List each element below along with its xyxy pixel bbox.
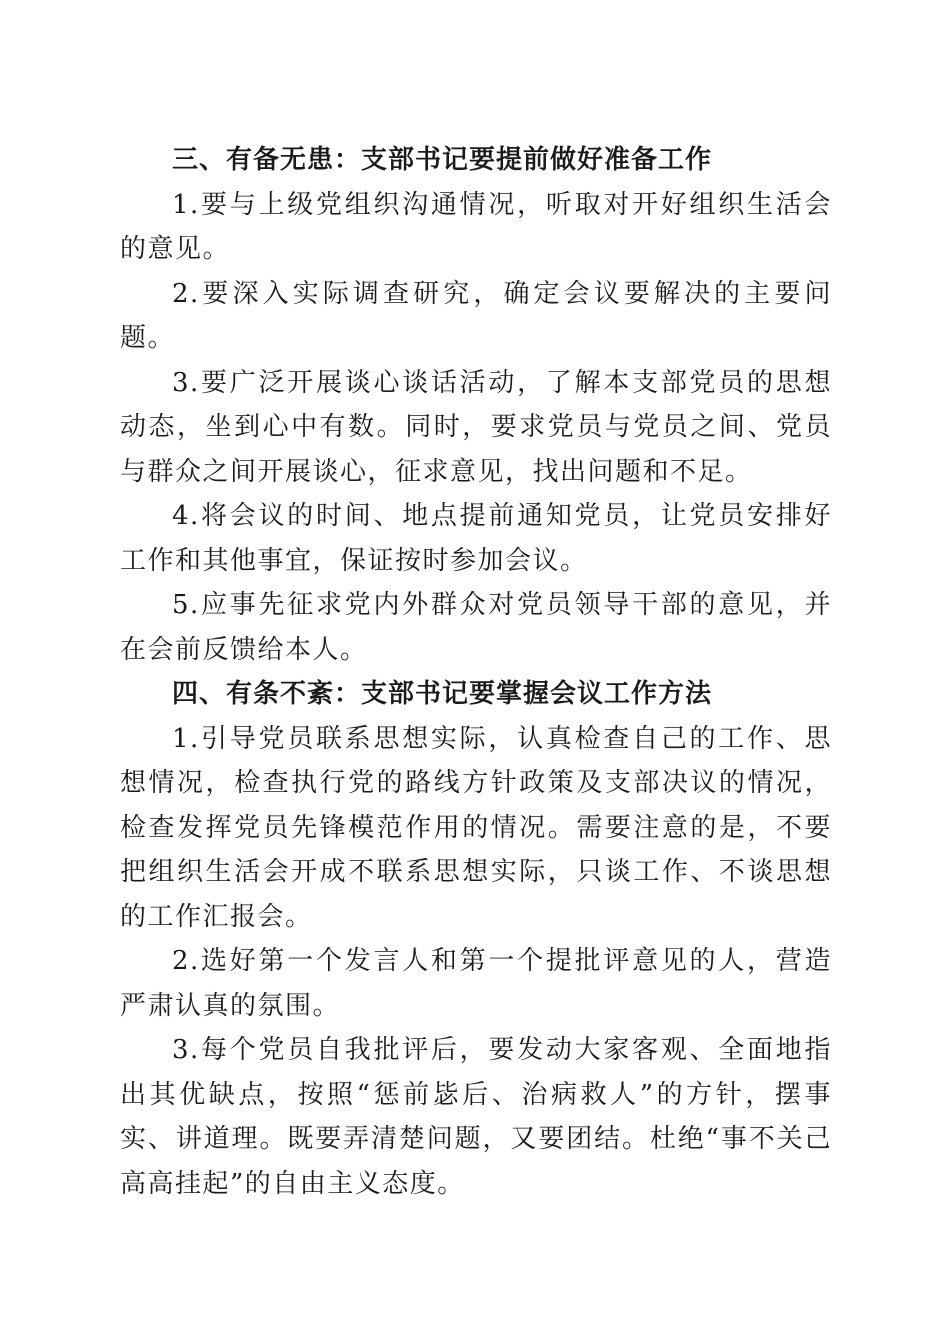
section-3-item-3: 3.要广泛开展谈心谈话活动，了解本支部党员的思想动态，坐到心中有数。同时，要求党员与党员之间、党员与群众之间开展谈心，征求意见，找出问题和不足。	[120, 367, 832, 487]
section-3-item-1: 1.要与上级党组织沟通情况，听取对开好组织生活会的意见。	[120, 189, 832, 264]
section-3-heading: 三、有备无患：支部书记要提前做好准备工作	[172, 145, 713, 175]
document-body	[120, 138, 832, 1206]
section-4-item-1: 1.引导党员联系思想实际，认真检查自己的工作、思想情况，检查执行党的路线方针政策及支部决议的情况，检查发挥党员先锋模范作用的情况。需要注意的是，不要把组织生活会开成不联系思想实际，只谈工作、不谈思想的工作汇报会。	[120, 723, 832, 932]
section-3-item-5: 5.应事先征求党内外群众对党员领导干部的意见，并在会前反馈给本人。	[120, 590, 832, 665]
section-3-item-2: 2.要深入实际调查研究，确定会议要解决的主要问题。	[120, 278, 832, 353]
section-4-heading: 四、有条不紊：支部书记要掌握会议工作方法	[172, 679, 713, 709]
section-4-item-3: 3.每个党员自我批评后，要发动大家客观、全面地指出其优缺点，按照“惩前毖后、治病救人”的方针，摆事实、讲道理。既要弄清楚问题，又要团结。杜绝“事不关己高高挂起”的自由主义态度。	[120, 1035, 832, 1199]
section-3-item-4: 4.将会议的时间、地点提前通知党员，让党员安排好工作和其他事宜，保证按时参加会议。	[120, 501, 832, 576]
section-4-item-2: 2.选好第一个发言人和第一个提批评意见的人，营造严肃认真的氛围。	[120, 946, 832, 1021]
